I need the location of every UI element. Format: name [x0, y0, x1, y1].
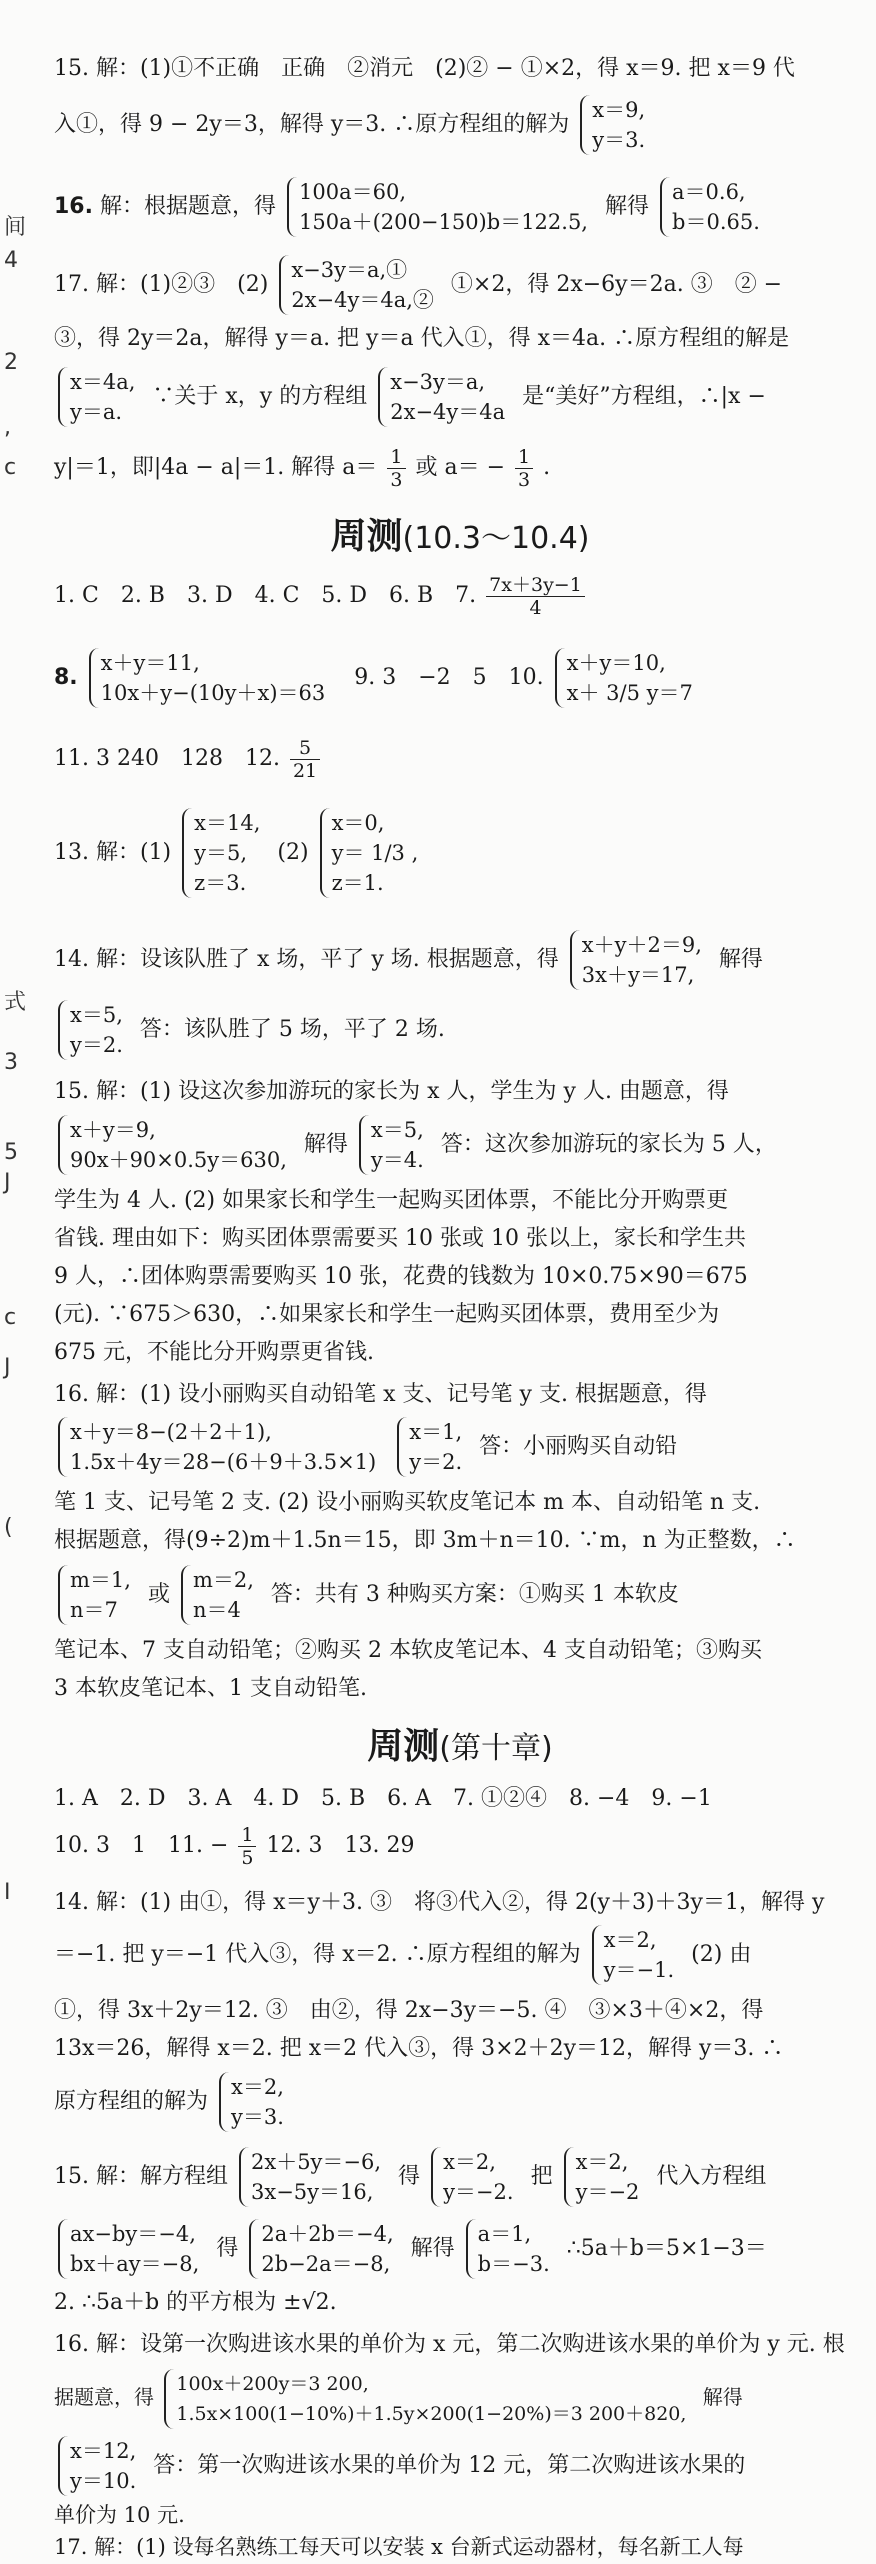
- p15-line1: 15. 解：(1)①不正确 正确 ②消元 (2)② − ①×2，得 x＝9. 把 x＝9 代: [54, 56, 795, 81]
- p15-text: 入①，得 9 − 2y＝3，解得 y＝3. ∴原方程组的解为: [54, 112, 570, 137]
- c-line2: 10. 3 1 11. − $\frac{1}{5}$ 12. 3 13. 29: [54, 1823, 415, 1869]
- p16-equation-system: 100a＝60, 150a＋(200−150)b＝122.5,: [287, 177, 594, 237]
- q16-line1: 16. 解：(1) 设小丽购买自动铅笔 x 支、记号笔 y 支. 根据题意，得: [54, 1382, 707, 1407]
- q10-system: x＋y＝10, x＋ 3/5 y＝7: [555, 648, 699, 708]
- margin-glyph: c: [4, 455, 17, 480]
- p17-line3: x＝4a, y＝a. ∵关于 x，y 的方程组 x−3y＝a, 2x−4y＝4a 是“美好”方程组，∴|x −: [54, 362, 766, 432]
- p15-solution-system: x＝9, y＝3.: [580, 95, 651, 155]
- q15-line6: (元). ∵675＞630，∴如果家长和学生一起购买团体票，费用至少为: [54, 1302, 720, 1327]
- q16-option-a: m＝1, n＝7: [58, 1565, 137, 1625]
- c15-system-1: 2x＋5y＝−6, 3x−5y＝16,: [239, 2147, 387, 2207]
- margin-glyph: 2: [4, 350, 18, 375]
- c-line1: 1. A 2. D 3. A 4. D 5. B 6. A 7. ①②④ 8. −4 9. −1: [54, 1786, 712, 1811]
- section-heading-chapter-test: 周测(第十章): [367, 1726, 553, 1767]
- q16-solution: x＝1, y＝2.: [397, 1417, 468, 1477]
- q16-option-b: m＝2, n＝4: [181, 1565, 260, 1625]
- q15-line5: 9 人，∴团体购票需要购买 10 张，花费的钱数为 10×0.75×90＝675: [54, 1264, 748, 1289]
- margin-glyph: c: [4, 1305, 17, 1330]
- fraction: $\frac{1}{5}$: [238, 1824, 256, 1869]
- q16-line4: 根据题意，得(9÷2)m＋1.5n＝15，即 3m＋n＝10. ∵m，n 为正整数，∴: [54, 1528, 796, 1553]
- c14-line3: ①，得 3x＋2y＝12. ③ 由②，得 2x−3y＝−5. ④ ③×3＋④×2，得: [54, 1998, 764, 2023]
- q15-line4: 省钱. 理由如下：购买团体票需要买 10 张或 10 张以上，家长和学生共: [54, 1226, 746, 1251]
- c16-system: 100x＋200y＝3 200, 1.5x×100(1−10%)＋1.5y×200(1−20%)＝3 200＋820,: [164, 2369, 692, 2429]
- q15-line3: 学生为 4 人. (2) 如果家长和学生一起购买团体票，不能比分开购票更: [54, 1188, 729, 1213]
- margin-glyph: 4: [4, 248, 18, 273]
- q16-line7: 3 本软皮笔记本、1 支自动铅笔.: [54, 1676, 367, 1701]
- w-line4: 13. 解：(1) x＝14, y＝5, z＝3. (2) x＝0, y＝ 1/3 , z＝1.: [54, 798, 428, 908]
- p17-equation-system: x−3y＝a,① 2x−4y＝4a,②: [279, 255, 440, 315]
- q13-system-1: x＝14, y＝5, z＝3.: [182, 808, 266, 898]
- p17-line4: y|＝1，即|4a − a|＝1. 解得 a＝ $\frac{1}{3}$ 或 a＝ − $\frac{1}{3}$ .: [54, 445, 551, 491]
- c17-line1: 17. 解：(1) 设每名熟练工每天可以安装 x 台新式运动器材，每名新工人每: [54, 2535, 744, 2559]
- p16-line1: [54, 170, 770, 244]
- c14-line1: 14. 解：(1) 由①，得 x＝y＋3. ③ 将③代入②，得 2(y＋3)＋3y＝1，解得 y: [54, 1890, 825, 1915]
- left-margin-fragments: [0, 0, 34, 2564]
- margin-glyph: ,: [4, 415, 11, 440]
- c15-system-3: 2a＋2b＝−4, 2b−2a＝−8,: [249, 2219, 399, 2279]
- p17-solution-system: x＝4a, y＝a.: [58, 367, 141, 427]
- q15-line2: x＋y＝9, 90x＋90×0.5y＝630, 解得 x＝5, y＝4. 答：这次参加游玩的家长为 5 人，: [54, 1110, 777, 1180]
- margin-glyph: J: [4, 1170, 11, 1195]
- q16-line2: x＋y＝8−(2＋2＋1), 1.5x＋4y＝28−(6＋9＋3.5×1) x＝1, y＝2. 答：小丽购买自动铅: [54, 1412, 677, 1482]
- q14-line2: x＝5, y＝2. 答：该队胜了 5 场，平了 2 场.: [54, 995, 445, 1065]
- c14-solution-2: x＝2, y＝3.: [219, 2072, 290, 2132]
- w-line2: 8. x＋y＝11, 10x＋y−(10y＋x)＝63 9. 3 −2 5 10. x＋y＝10, x＋ 3/5 y＝7: [54, 640, 703, 716]
- p17-line1: 17. 解：(1)②③ (2) x−3y＝a,① 2x−4y＝4a,② ①×2，得 2x−6y＝2a. ③ ② −: [54, 250, 782, 320]
- q16-system: x＋y＝8−(2＋2＋1), 1.5x＋4y＝28−(6＋9＋3.5×1): [58, 1417, 382, 1477]
- c16-line4: 单价为 10 元.: [54, 2503, 185, 2527]
- fraction: $\frac{1}{3}$: [387, 446, 405, 491]
- margin-glyph: 5: [4, 1140, 18, 1165]
- q16-line3: 笔 1 支、记号笔 2 支. (2) 设小丽购买软皮笔记本 m 本、自动铅笔 n 支.: [54, 1490, 761, 1515]
- q13-system-2: x＝0, y＝ 1/3 , z＝1.: [320, 808, 425, 898]
- section-heading-weekly-test: 周测(10.3～10.4): [330, 516, 590, 557]
- c15-substitute: x＝2, y＝−2: [564, 2147, 646, 2207]
- w-line1: 1. C 2. B 3. D 4. C 5. D 6. B 7. $\frac{7x+3y-1}{4}$: [54, 566, 588, 626]
- c14-line5: 原方程组的解为 x＝2, y＝3.: [54, 2068, 294, 2136]
- margin-glyph: (: [4, 1515, 13, 1540]
- q16-line6: 笔记本、7 支自动铅笔；②购买 2 本软皮笔记本、4 支自动铅笔；③购买: [54, 1638, 762, 1663]
- p15-line2: [54, 90, 655, 160]
- c16-line1: 16. 解：设第一次购进该水果的单价为 x 元，第二次购进该水果的单价为 y 元. 根: [54, 2332, 845, 2357]
- q16-line5: m＝1, n＝7 或 m＝2, n＝4 答：共有 3 种购买方案：①购买 1 本软皮: [54, 1560, 679, 1630]
- q14-system: x＋y＋2＝9, 3x＋y＝17,: [570, 930, 708, 990]
- q14-solution: x＝5, y＝2.: [58, 1000, 129, 1060]
- p17-line2: ③，得 2y＝2a，解得 y＝a. 把 y＝a 代入①，得 x＝4a. ∴原方程组的解是: [54, 326, 790, 351]
- c15-system-2: ax−by＝−4, bx＋ay＝−8,: [58, 2219, 205, 2279]
- p16-text: 解：根据题意，得: [99, 194, 276, 219]
- margin-glyph: 3: [4, 1050, 18, 1075]
- q15-solution: x＝5, y＝4.: [359, 1115, 430, 1175]
- c15-line2: ax−by＝−4, bx＋ay＝−8, 得 2a＋2b＝−4, 2b−2a＝−8, 解得 a＝1, b＝−3. ∴5a＋b＝5×1−3＝: [54, 2214, 767, 2284]
- p17-condition-system: x−3y＝a, 2x−4y＝4a: [378, 367, 511, 427]
- p16-number: 16.: [54, 194, 93, 219]
- c15-solution-2: a＝1, b＝−3.: [466, 2219, 556, 2279]
- c16-solution: x＝12, y＝10.: [58, 2436, 142, 2496]
- q15-line1: 15. 解：(1) 设这次参加游玩的家长为 x 人，学生为 y 人. 由题意，得: [54, 1079, 729, 1104]
- q14-line1: 14. 解：设该队胜了 x 场，平了 y 场. 根据题意，得 x＋y＋2＝9, 3x＋y＝17, 解得: [54, 925, 763, 995]
- q15-system: x＋y＝9, 90x＋90×0.5y＝630,: [58, 1115, 293, 1175]
- c15-line1: 15. 解：解方程组 2x＋5y＝−6, 3x−5y＝16, 得 x＝2, y＝−2. 把 x＝2, y＝−2 代入方程组: [54, 2142, 766, 2212]
- c14-line4: 13x＝26，解得 x＝2. 把 x＝2 代入③，得 3×2＋2y＝12，解得 y＝3. ∴: [54, 2036, 784, 2061]
- p16-solution-system: a＝0.6, b＝0.65.: [660, 177, 766, 237]
- c15-solution-1: x＝2, y＝−2.: [431, 2147, 520, 2207]
- c15-line3: 2. ∴5a＋b 的平方根为 ±√2.: [54, 2290, 337, 2315]
- margin-glyph: 间: [4, 215, 27, 240]
- q15-line7: 675 元，不能比分开购票更省钱.: [54, 1340, 374, 1365]
- fraction: $\frac{5}{21}$: [290, 737, 320, 782]
- margin-glyph: J: [4, 1355, 11, 1380]
- w-line3: 11. 3 240 128 12. $\frac{5}{21}$: [54, 730, 323, 788]
- p16-solve-text: 解得: [605, 194, 650, 219]
- margin-glyph: 式: [4, 990, 27, 1015]
- fraction: $\frac{1}{3}$: [515, 446, 533, 491]
- c16-line2: 据题意，得 100x＋200y＝3 200, 1.5x×100(1−10%)＋1.5y×200(1−20%)＝3 200＋820, 解得: [54, 2362, 743, 2432]
- c16-line3: x＝12, y＝10. 答：第一次购进该水果的单价为 12 元，第二次购进该水果的: [54, 2432, 745, 2500]
- c14-solution-1: x＝2, y＝−1.: [592, 1925, 681, 1985]
- c14-line2: ＝−1. 把 y＝−1 代入③，得 x＝2. ∴原方程组的解为 x＝2, y＝−1. (2) 由: [54, 1920, 751, 1990]
- q8-system: x＋y＝11, 10x＋y−(10y＋x)＝63: [89, 648, 332, 708]
- fraction: $\frac{7x+3y-1}{4}$: [486, 574, 585, 619]
- margin-glyph: I: [4, 1880, 11, 1905]
